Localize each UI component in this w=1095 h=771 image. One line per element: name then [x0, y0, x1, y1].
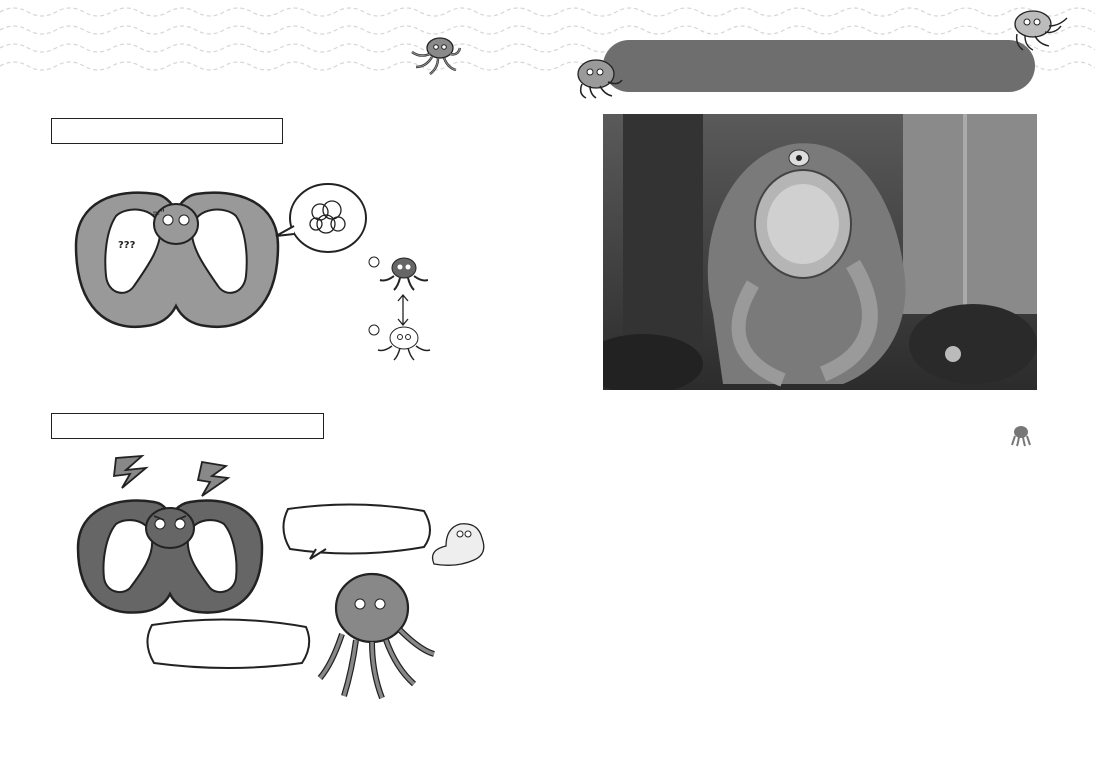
panel1-caption [51, 118, 283, 144]
octopus-mascot-icon [570, 56, 630, 104]
small-octopus-dark [368, 254, 428, 294]
octopus-photo [603, 114, 1037, 390]
ghost-octopus-icon [426, 510, 492, 574]
thinking-octopus-illustration [56, 176, 296, 336]
thought-bubble [272, 176, 368, 266]
octopus-bullet-icon [1011, 424, 1031, 448]
small-octopus-light [368, 322, 432, 366]
lightning-icon [112, 452, 152, 492]
svg-text:???: ??? [118, 240, 136, 251]
octopus-mascot-icon [1003, 8, 1073, 54]
dazed-octopus-illustration [316, 568, 436, 704]
shout-bubble [142, 615, 314, 673]
speech-bubble [276, 503, 436, 561]
angry-octopus-illustration [58, 488, 278, 618]
page-title [603, 40, 1035, 92]
panel2-caption [51, 413, 324, 439]
octopus-mascot-icon [398, 34, 464, 78]
svg-text:=": =" [152, 208, 165, 219]
